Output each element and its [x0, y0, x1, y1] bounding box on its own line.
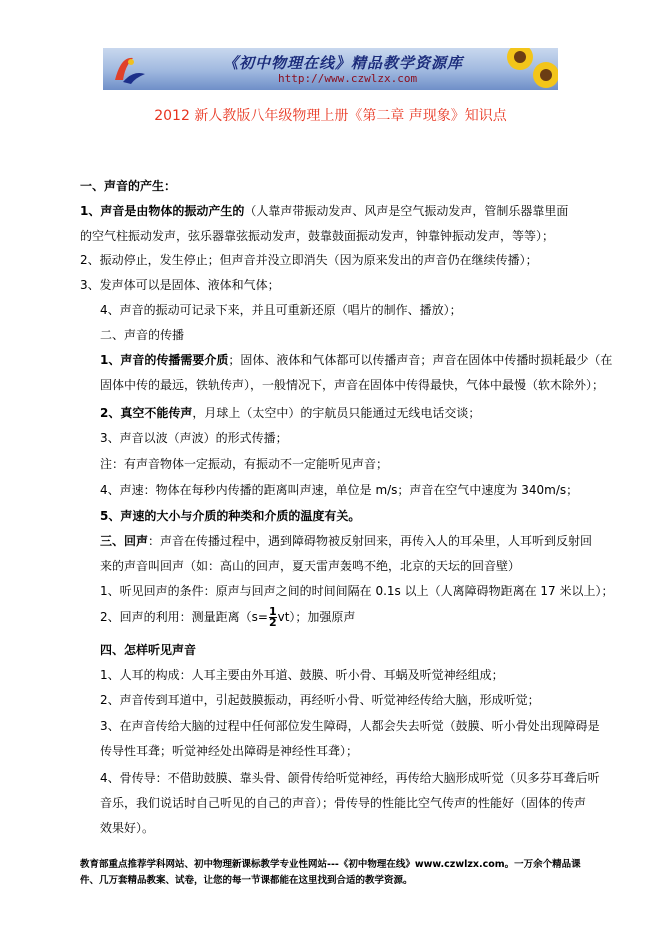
paragraph: 1、听见回声的条件：原声与回声之间的时间间隔在 0.1s 以上（人离障碍物距离在 17 米以上）； — [100, 584, 614, 598]
paragraph — [100, 352, 612, 368]
paragraph: 2、声音传到耳道中，引起鼓膜振动，再经听小骨、听觉神经传给大脑，形成听觉； — [100, 693, 540, 707]
section-heading: 一、声音的产生： — [80, 179, 177, 193]
paragraph: 固体中传的最远，铁轨传声），一般情况下，声音在固体中传得最快，气体中最慢（软木除外）； — [100, 378, 605, 392]
paragraph: 3、发声体可以是固体、液体和气体； — [80, 278, 280, 292]
paragraph: 1、人耳的构成：人耳主要由外耳道、鼓膜、听小骨、耳蜗及听觉神经组成； — [100, 668, 504, 682]
paragraph: 4、声音的振动可记录下来，并且可重新还原（唱片的制作、播放）； — [100, 303, 462, 317]
fraction — [269, 607, 277, 628]
paragraph — [80, 203, 568, 219]
section-heading: 四、怎样听见声音 — [100, 643, 197, 657]
fraction-denominator: 2 — [268, 616, 277, 629]
text: ，月球上（太空中）的宇航员只能通过无线电话交谈； — [192, 406, 481, 420]
footer-line: 件、几万套精品教案、试卷，让您的每一节课都能在这里找到合适的教学资源。 — [80, 875, 413, 886]
paragraph: 2、振动停止，发生停止；但声音并没立即消失（因为原来发出的声音仍在继续传播）； — [80, 253, 538, 267]
document-title: 2012 新人教版八年级物理上册《第二章 声现象》知识点 — [154, 108, 507, 124]
text: vt）；加强原声 — [277, 610, 356, 624]
key-point: 2、真空不能传声 — [100, 406, 193, 420]
key-point: 1、声音是由物体的振动产生的 — [80, 204, 245, 218]
text: （人靠声带振动发声、风声是空气振动发声，管制乐器靠里面 — [244, 204, 569, 218]
header-banner — [103, 48, 558, 90]
paragraph: 效果好）。 — [100, 821, 155, 835]
paragraph: 来的声音叫回声（如：高山的回声，夏天雷声轰鸣不绝，北京的天坛的回音壁） — [100, 559, 521, 573]
text: ：声音在传播过程中，遇到障碍物被反射回来，再传入人的耳朵里，人耳听到反射回 — [148, 534, 593, 548]
paragraph: 4、声速：物体在每秒内传播的距离叫声速，单位是 m/s；声音在空气中速度为 340m/s； — [100, 483, 579, 497]
paragraph — [100, 605, 355, 629]
paragraph: 3、在声音传给大脑的过程中任何部位发生障碍，人都会失去听觉（鼓膜、听小骨处出现障碍是 — [100, 719, 600, 733]
fraction-numerator: 1 — [268, 605, 277, 618]
paragraph — [100, 533, 592, 549]
banner-url[interactable]: http://www.czwlzx.com — [278, 72, 418, 85]
banner-title: 《初中物理在线》精品教学资源库 — [223, 54, 464, 72]
text: ；固体、液体和气体都可以传播声音；声音在固体中传播时损耗最少（在 — [228, 353, 613, 367]
paragraph — [100, 405, 480, 421]
section-heading: 二、声音的传播 — [100, 328, 185, 342]
footer-line: 教育部重点推荐学科网站、初中物理新课标教学专业性网站---《初中物理在线》www.czwlzx.com。一万余个精品课 — [80, 859, 581, 870]
paragraph: 的空气柱振动发声，弦乐器靠弦振动发声，鼓靠鼓面振动发声，钟靠钟振动发声，等等）； — [80, 229, 555, 243]
paragraph: 传导性耳聋；听觉神经处出障碍是神经性耳聋）； — [100, 744, 359, 758]
paragraph: 5、声速的大小与介质的种类和介质的温度有关。 — [100, 509, 361, 523]
text: 2、回声的利用：测量距离（s= — [100, 610, 268, 624]
sunflower-icon — [531, 60, 558, 90]
paragraph: 音乐，我们说话时自己听见的自己的声音）；骨传导的性能比空气传声的性能好（固体的传声 — [100, 796, 587, 810]
key-point: 1、声音的传播需要介质 — [100, 353, 229, 367]
logo-icon — [111, 52, 147, 86]
paragraph: 4、骨传导：不借助鼓膜、靠头骨、颌骨传给听觉神经，再传给大脑形成听觉（贝多芬耳聋后听 — [100, 771, 600, 785]
paragraph: 注：有声音物体一定振动，有振动不一定能听见声音； — [100, 457, 389, 471]
paragraph: 3、声音以波（声波）的形式传播； — [100, 431, 288, 445]
section-heading: 三、回声 — [100, 534, 149, 548]
